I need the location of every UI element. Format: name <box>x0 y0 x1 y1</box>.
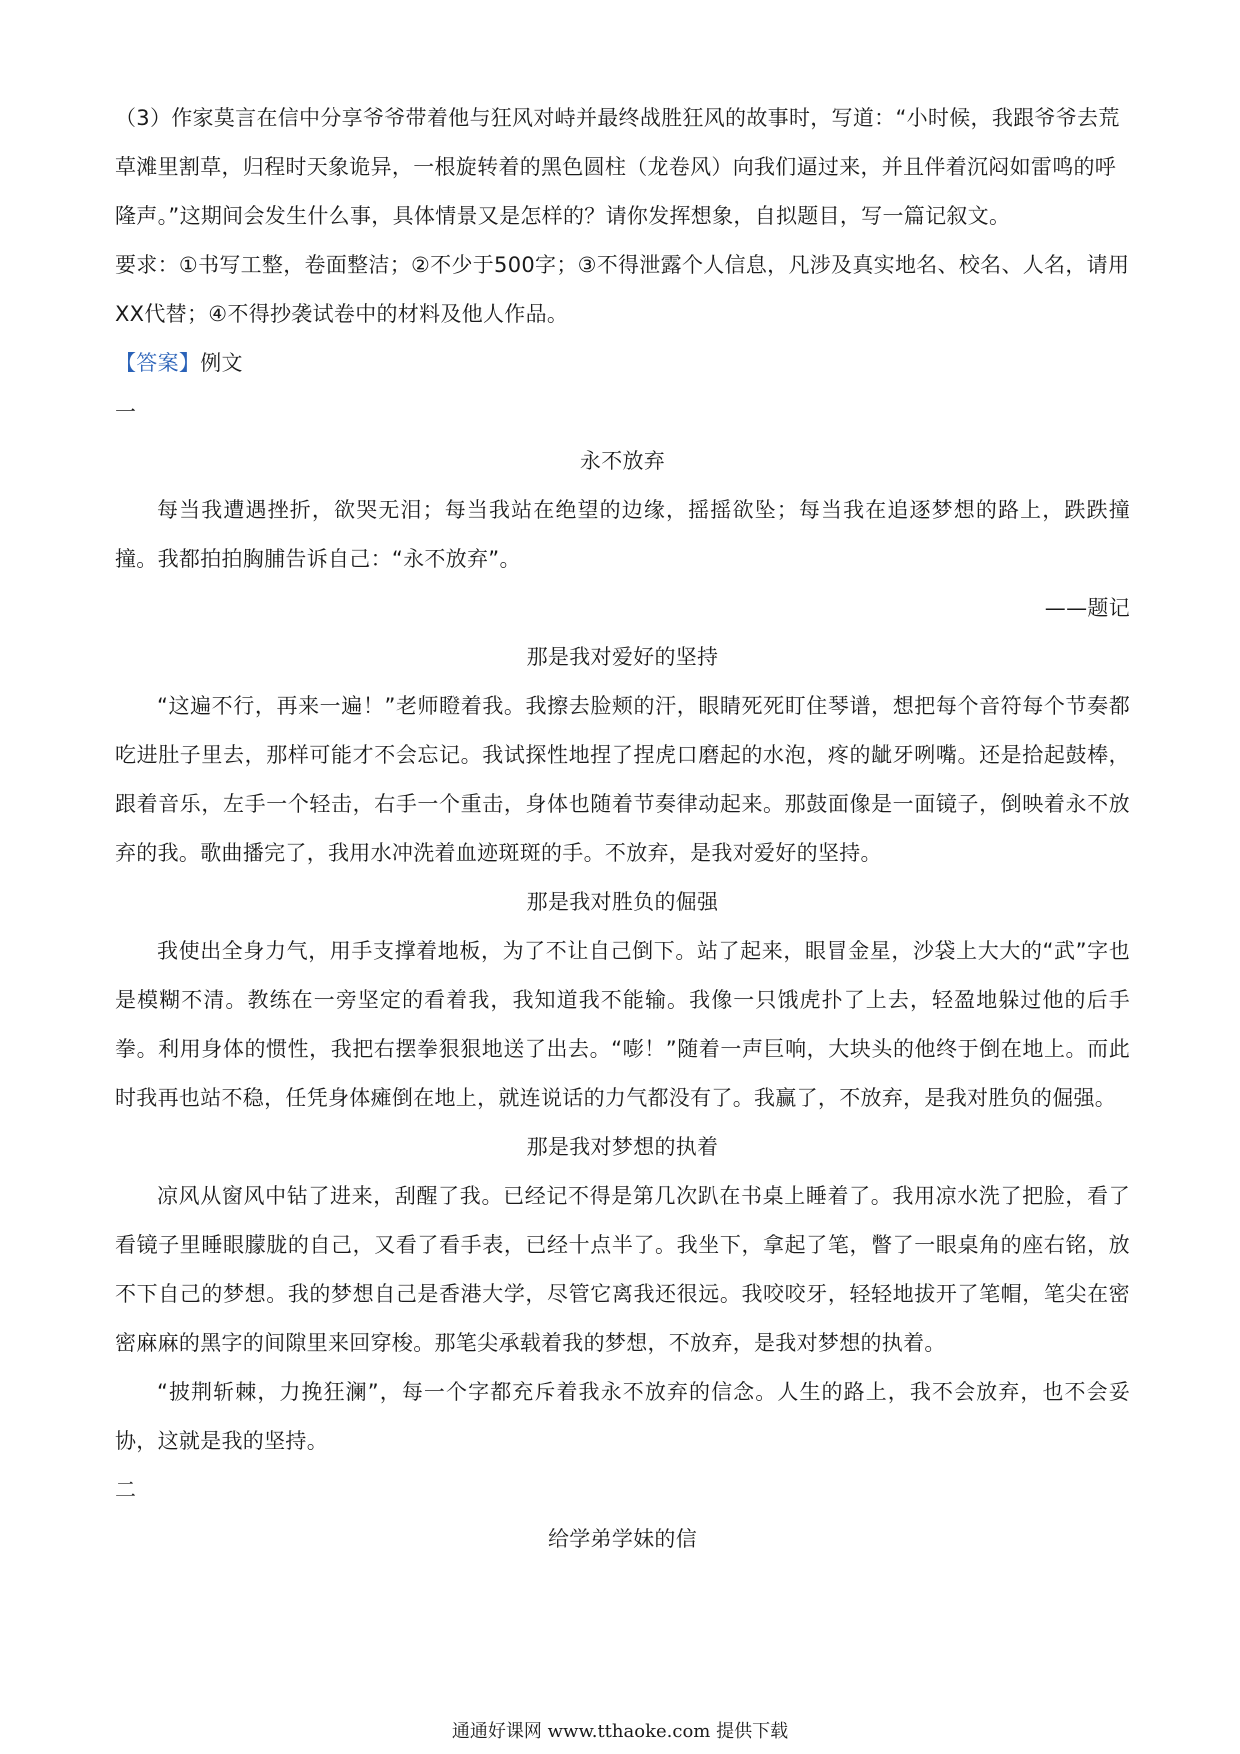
section-heading-hobby: 那是我对爱好的坚持 <box>526 645 719 669</box>
question-requirements: 要求：①书写工整，卷面整洁；②不少于500字；③不得泄露个人信息，凡涉及真实地名、校名、人名，请用XX代替；④不得抄袭试卷中的材料及他人作品。 <box>115 253 1130 326</box>
essay-epigraph: 每当我遭遇挫折，欲哭无泪；每当我站在绝望的边缘，摇摇欲坠；每当我在追逐梦想的路上，跌跌撞撞。我都拍拍胸脯告诉自己：“永不放弃”。 <box>115 498 1130 571</box>
page-footer: 通通好课网 www.tthaoke.com 提供下载 <box>451 1721 789 1742</box>
answer-line <box>115 339 1130 388</box>
section-body-hobby: “这遍不行，再来一遍！”老师瞪着我。我擦去脸颊的汗，眼睛死死盯住琴谱，想把每个音符每个节奏都吃进肚子里去，那样可能才不会忘记。我试探性地捏了捏虎口磨起的水泡，疼的龇牙咧嘴。还是拾起鼓棒，跟着音乐，左手一个轻击，右手一个重击，身体也随着节奏律动起来。那鼓面像是一面镜子，倒映着永不放弃的我。歌曲播完了，我用水冲洗着血迹斑斑的手。不放弃，是我对爱好的坚持。 <box>115 694 1130 865</box>
epigraph-signature: ——题记 <box>1044 596 1130 620</box>
essay-two-title: 给学弟学妹的信 <box>547 1527 698 1551</box>
answer-label: 例文 <box>200 351 243 375</box>
section-heading-victory: 那是我对胜负的倔强 <box>526 890 719 914</box>
section-body-dream: 凉风从窗风中钻了进来，刮醒了我。已经记不得是第几次趴在书桌上睡着了。我用凉水洗了把脸，看了看镜子里睡眼朦胧的自己，又看了看手表，已经十点半了。我坐下，拿起了笔，瞥了一眼桌角的座右铭，放不下自己的梦想。我的梦想自己是香港大学，尽管它离我还很远。我咬咬牙，轻轻地拔开了笔帽，笔尖在密密麻麻的黑字的间隙里来回穿梭。那笔尖承载着我的梦想，不放弃，是我对梦想的执着。 <box>115 1184 1130 1355</box>
answer-tag: 【答案】 <box>115 351 201 375</box>
document-content <box>115 94 1130 1564</box>
question-prompt: （3）作家莫言在信中分享爷爷带着他与狂风对峙并最终战胜狂风的故事时，写道：“小时候，我跟爷爷去荒草滩里割草，归程时天象诡异，一根旋转着的黑色圆柱（龙卷风）向我们逼过来，并且伴着沉闷如雷鸣的呼隆声。”这期间会发生什么事，具体情景又是怎样的？请你发挥想象，自拟题目，写一篇记叙文。 <box>115 106 1120 228</box>
essay-number-two: 二 <box>115 1478 137 1502</box>
essay-conclusion: “披荆斩棘，力挽狂澜”，每一个字都充斥着我永不放弃的信念。人生的路上，我不会放弃，也不会妥协，这就是我的坚持。 <box>115 1380 1130 1453</box>
essay-number-one: 一 <box>115 400 137 424</box>
section-heading-dream: 那是我对梦想的执着 <box>526 1135 719 1159</box>
essay-title: 永不放弃 <box>579 449 666 473</box>
section-body-victory: 我使出全身力气，用手支撑着地板，为了不让自己倒下。站了起来，眼冒金星，沙袋上大大的“武”字也是模糊不清。教练在一旁坚定的看着我，我知道我不能输。我像一只饿虎扑了上去，轻盈地躲过他的后手拳。利用身体的惯性，我把右摆拳狠狠地送了出去。“嘭！”随着一声巨响，大块头的他终于倒在地上。而此时我再也站不稳，任凭身体瘫倒在地上，就连说话的力气都没有了。我赢了，不放弃，是我对胜负的倔强。 <box>115 939 1130 1110</box>
